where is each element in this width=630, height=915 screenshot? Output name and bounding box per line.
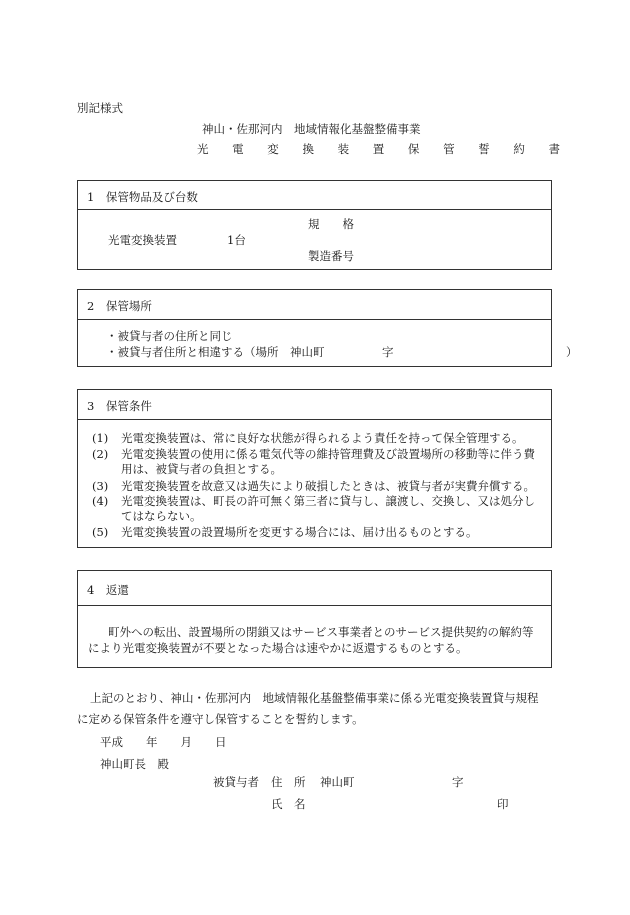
- document-title: 光 電 変 換 装 置 保 管 誓 約 書: [197, 142, 571, 156]
- pledge-line1: 上記のとおり、神山・佐那河内 地域情報化基盤整備事業に係る光電変換装置貸与規程: [90, 691, 539, 705]
- condition-number: (1): [92, 431, 109, 445]
- section-header: [78, 181, 551, 210]
- item-count: 1台: [227, 233, 246, 247]
- title-line1: 神山・佐那河内 地域情報化基盤整備事業: [202, 122, 421, 136]
- condition-text: 光電変換装置の設置場所を変更する場合には、届け出るものとする。: [121, 525, 478, 539]
- condition-text: 光電変換装置は、常に良好な状態が得られるよう責任を持って保全管理する。: [121, 431, 524, 445]
- name-label: 氏 名: [271, 797, 306, 811]
- spec-label: 規 格: [308, 217, 354, 231]
- section-return: [77, 570, 552, 668]
- borrower-label: 被貸与者: [213, 775, 259, 789]
- condition-number: (5): [92, 525, 109, 539]
- serial-label: 製造番号: [308, 249, 354, 263]
- section-storage-conditions: [77, 389, 552, 548]
- condition-number: (2): [92, 447, 109, 461]
- section4-heading: 4 返還: [87, 583, 129, 597]
- return-text-line1: 町外への転出、設置場所の閉鎖又はサービス事業者とのサービス提供契約の解約等: [108, 625, 534, 639]
- section-header: [78, 571, 551, 606]
- return-text-line2: により光電変換装置が不要となった場合は速やかに返還するものとする。: [88, 641, 468, 655]
- condition-text: 光電変換装置は、町長の許可無く第三者に貸与し、譲渡し、交換し、又は処分してはならない。: [121, 494, 535, 523]
- section3-heading: 3 保管条件: [87, 399, 152, 413]
- pledge-line2: に定める保管条件を遵守し保管することを誓約します。: [77, 712, 364, 726]
- date-line: 平成 年 月 日: [100, 735, 227, 749]
- aza-label: 字: [452, 775, 464, 789]
- condition-number: (4): [92, 494, 109, 508]
- location-option-different: ・被貸与者住所と相違する（場所 神山町 字 ）: [106, 345, 578, 359]
- addressee: 神山町長 殿: [100, 757, 169, 771]
- location-option-same: ・被貸与者の住所と同じ: [106, 329, 233, 343]
- section1-heading: 1 保管物品及び台数: [87, 190, 198, 204]
- condition-text: 光電変換装置の使用に係る電気代等の維持管理費及び設置場所の移動等に伴う費用は、被貸与者の負担とする。: [121, 447, 535, 476]
- item-name: 光電変換装置: [108, 233, 177, 247]
- address-value: 神山町: [320, 775, 355, 789]
- address-label: 住 所: [271, 775, 306, 789]
- section-header: [78, 390, 551, 420]
- form-label: 別記様式: [77, 101, 123, 115]
- section-storage-items: [77, 180, 552, 270]
- condition-number: (3): [92, 479, 109, 493]
- section-storage-location: [77, 289, 578, 367]
- section2-heading: 2 保管場所: [87, 299, 152, 313]
- condition-text: 光電変換装置を故意又は過失により破損したときは、被貸与者が実費弁償する。: [121, 479, 535, 493]
- seal-label: 印: [497, 797, 509, 811]
- section-header: [78, 290, 551, 320]
